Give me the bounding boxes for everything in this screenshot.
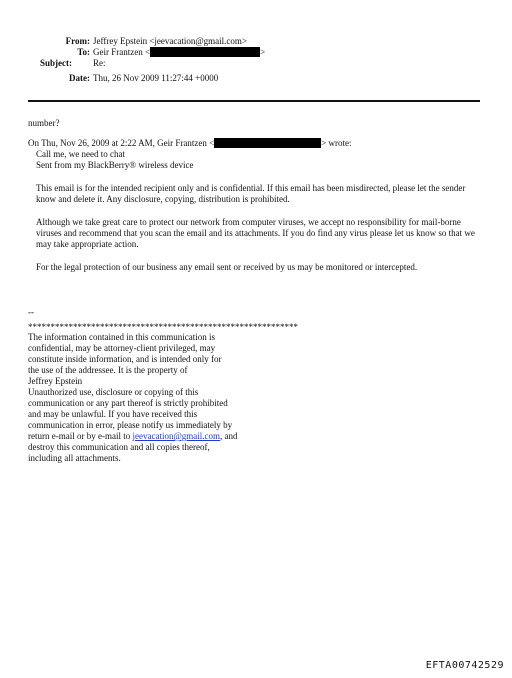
disclaimer-line: communication or any part thereof is strictly prohibited — [28, 398, 228, 408]
disclaimer-line: Jeffrey Epstein — [28, 376, 83, 386]
disclaimer-block — [28, 332, 288, 464]
notice-paragraph-2: Although we take great care to protect our network from computer viruses, we accept no responsibility for mail-borne viruses and recommend that you scan the email and its attachments. If you do find any virus please let us know so that we may take appropriate action. — [36, 217, 475, 249]
bates-number: EFTA00742529 — [425, 660, 504, 671]
quote-intro-text: On Thu, Nov 26, 2009 at 2:22 AM, Geir Frantzen < — [28, 138, 215, 148]
date-label: Date: — [69, 73, 90, 83]
disclaimer-line: constitute inside information, and is intended only for — [28, 354, 222, 364]
notice-paragraph-3: For the legal protection of our business any email sent or received by us may be monitored or intercepted. — [36, 262, 418, 272]
disclaimer-line: confidential, may be attorney-client privileged, may — [28, 343, 216, 353]
disclaimer-line-email — [28, 431, 288, 442]
quote-intro-suffix: > wrote: — [321, 138, 352, 148]
to-suffix: > — [260, 47, 266, 57]
from-value: Jeffrey Epstein <jeevacation@gmail.com> — [93, 36, 247, 46]
disclaimer-line: destroy this communication and all copies thereof, — [28, 442, 210, 452]
disclaimer-line-pre: return e-mail or by e-mail to — [28, 431, 133, 441]
date-value: Thu, 26 Nov 2009 11:27:44 +0000 — [93, 73, 219, 83]
disclaimer-line: communication in error, please notify us immediately by — [28, 420, 233, 430]
disclaimer-line: The information contained in this communication is — [28, 332, 215, 342]
disclaimer-line: and may be unlawful. If you have received this — [28, 409, 198, 419]
redaction-box — [150, 47, 260, 57]
email-link[interactable]: jeevacation@gmail.com — [132, 431, 220, 441]
header-divider — [28, 100, 480, 102]
disclaimer-line-post: , and — [219, 431, 238, 441]
disclaimer-line: the use of the addressee. It is the property of — [28, 365, 188, 375]
notice-paragraph-1: This email is for the intended recipient only and is confidential. If this email has been misdirected, please let the sender know and delete it. Any disclosure, copying, distribution is prohibited. — [36, 183, 466, 204]
subject-value: Re: — [93, 58, 106, 68]
signature-stars: ************************************************************ — [28, 322, 298, 332]
redaction-box — [214, 138, 321, 148]
signature-dashes: -- — [28, 307, 34, 317]
disclaimer-line: Unauthorized use, disclosure or copying of this — [28, 387, 199, 397]
subject-label: Subject: — [40, 58, 72, 68]
from-label: From: — [65, 36, 90, 46]
to-value — [93, 47, 265, 58]
quote-line-1: Call me, we need to chat — [36, 149, 125, 159]
reply-text: number? — [28, 118, 60, 128]
quote-line-2: Sent from my BlackBerry® wireless device — [36, 160, 194, 170]
quote-intro — [28, 138, 351, 149]
to-label: To: — [77, 47, 90, 57]
disclaimer-line: including all attachments. — [28, 453, 121, 463]
to-name: Geir Frantzen < — [93, 47, 151, 57]
